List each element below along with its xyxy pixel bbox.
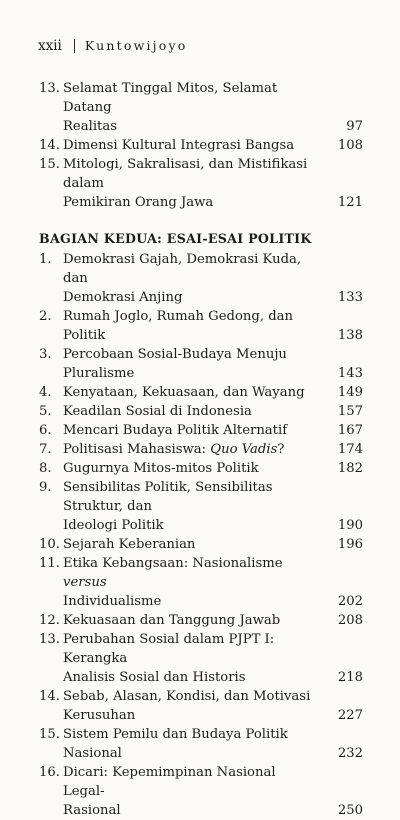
page-number: xxii	[38, 38, 62, 54]
toc-entry	[39, 136, 363, 155]
entry-number: 3.	[39, 347, 52, 362]
entry-page: 196	[337, 537, 363, 552]
entry-number: 6.	[39, 423, 52, 438]
entry-number: 13.	[39, 81, 60, 96]
entry-title: Dimensi Kultural Integrasi Bangsa	[63, 138, 295, 153]
toc-entry	[39, 79, 363, 136]
table-of-contents	[39, 79, 363, 820]
entry-title: Etika Kebangsaan: Nasionalisme versus Individualisme	[63, 556, 283, 609]
entry-page: 218	[337, 670, 363, 685]
toc-entry	[39, 611, 363, 630]
entry-page: 133	[337, 290, 363, 305]
toc-entry	[39, 630, 363, 687]
entry-page: 143	[337, 366, 363, 381]
entry-title: Sebab, Alasan, Kondisi, dan Motivasi Kerusuhan	[63, 689, 311, 723]
entry-title: Demokrasi Gajah, Demokrasi Kuda, dan Demokrasi Anjing	[63, 252, 302, 305]
toc-entry	[39, 402, 363, 421]
entry-number: 2.	[39, 309, 52, 324]
entry-number: 8.	[39, 461, 52, 476]
entry-page: 108	[337, 138, 363, 153]
entry-title: Percobaan Sosial-Budaya Menuju Pluralisme	[63, 347, 287, 381]
entry-number: 16.	[39, 765, 60, 780]
entry-title: Mencari Budaya Politik Alternatif	[63, 423, 288, 438]
entry-page: 174	[337, 442, 363, 457]
entry-page: 202	[337, 594, 363, 609]
toc-entry	[39, 307, 363, 345]
entry-number: 1.	[39, 252, 52, 267]
entry-title: Mitologi, Sakralisasi, dan Mistifikasi dalam Pemikiran Orang Jawa	[63, 157, 308, 210]
entry-title: Sensibilitas Politik, Sensibilitas Struktur, dan Ideologi Politik	[63, 480, 273, 533]
entry-page: 138	[337, 328, 363, 343]
entry-number: 14.	[39, 138, 60, 153]
entry-page: 208	[337, 613, 363, 628]
entry-title: Kenyataan, Kekuasaan, dan Wayang	[63, 385, 305, 400]
toc-entry	[39, 155, 363, 212]
entry-title: Politisasi Mahasiswa: Quo Vadis?	[63, 442, 285, 457]
toc-entry	[39, 421, 363, 440]
entry-page: 250	[337, 803, 363, 818]
entry-number: 15.	[39, 157, 60, 172]
header-divider	[74, 39, 75, 53]
entry-title: Sejarah Keberanian	[63, 537, 196, 552]
entry-number: 9.	[39, 480, 52, 495]
entry-title: Selamat Tinggal Mitos, Selamat Datang Realitas	[63, 81, 278, 134]
toc-entry	[39, 535, 363, 554]
toc-entry	[39, 554, 363, 611]
entry-number: 15.	[39, 727, 60, 742]
toc-entry	[39, 687, 363, 725]
entry-page: 149	[337, 385, 363, 400]
entry-number: 14.	[39, 689, 60, 704]
running-author: Kuntowijoyo	[84, 38, 188, 53]
entry-page: 121	[337, 195, 363, 210]
entry-number: 11.	[39, 556, 60, 571]
entry-page: 232	[337, 746, 363, 761]
toc-entry	[39, 250, 363, 307]
entry-title: Sistem Pemilu dan Budaya Politik Nasional	[63, 727, 288, 761]
entry-title: Keadilan Sosial di Indonesia	[63, 404, 252, 419]
entry-page: 167	[337, 423, 363, 438]
entry-title: Rumah Joglo, Rumah Gedong, dan Politik	[63, 309, 293, 343]
entry-page: 190	[337, 518, 363, 533]
section-heading: BAGIAN KEDUA: ESAI-ESAI POLITIK	[39, 231, 312, 246]
toc-entry	[39, 459, 363, 478]
entry-title: Gugurnya Mitos-mitos Politik	[63, 461, 259, 476]
entry-title: Kekuasaan dan Tanggung Jawab	[63, 613, 281, 628]
entry-number: 5.	[39, 404, 52, 419]
toc-entry	[39, 383, 363, 402]
toc-entry	[39, 763, 363, 820]
entry-title: Perubahan Sosial dalam PJPT I: Kerangka Analisis Sosial dan Historis	[63, 632, 275, 685]
toc-entry	[39, 478, 363, 535]
entry-page: 182	[337, 461, 363, 476]
running-header	[38, 38, 187, 54]
entry-number: 12.	[39, 613, 60, 628]
toc-entry	[39, 440, 363, 459]
toc-entry	[39, 725, 363, 763]
entry-number: 7.	[39, 442, 52, 457]
entry-page: 97	[346, 119, 363, 134]
entry-number: 10.	[39, 537, 60, 552]
entry-page: 227	[337, 708, 363, 723]
entry-number: 13.	[39, 632, 60, 647]
toc-entry	[39, 345, 363, 383]
entry-title: Dicari: Kepemimpinan Nasional Legal- Rasional	[63, 765, 276, 818]
entry-number: 4.	[39, 385, 52, 400]
entry-page: 157	[337, 404, 363, 419]
